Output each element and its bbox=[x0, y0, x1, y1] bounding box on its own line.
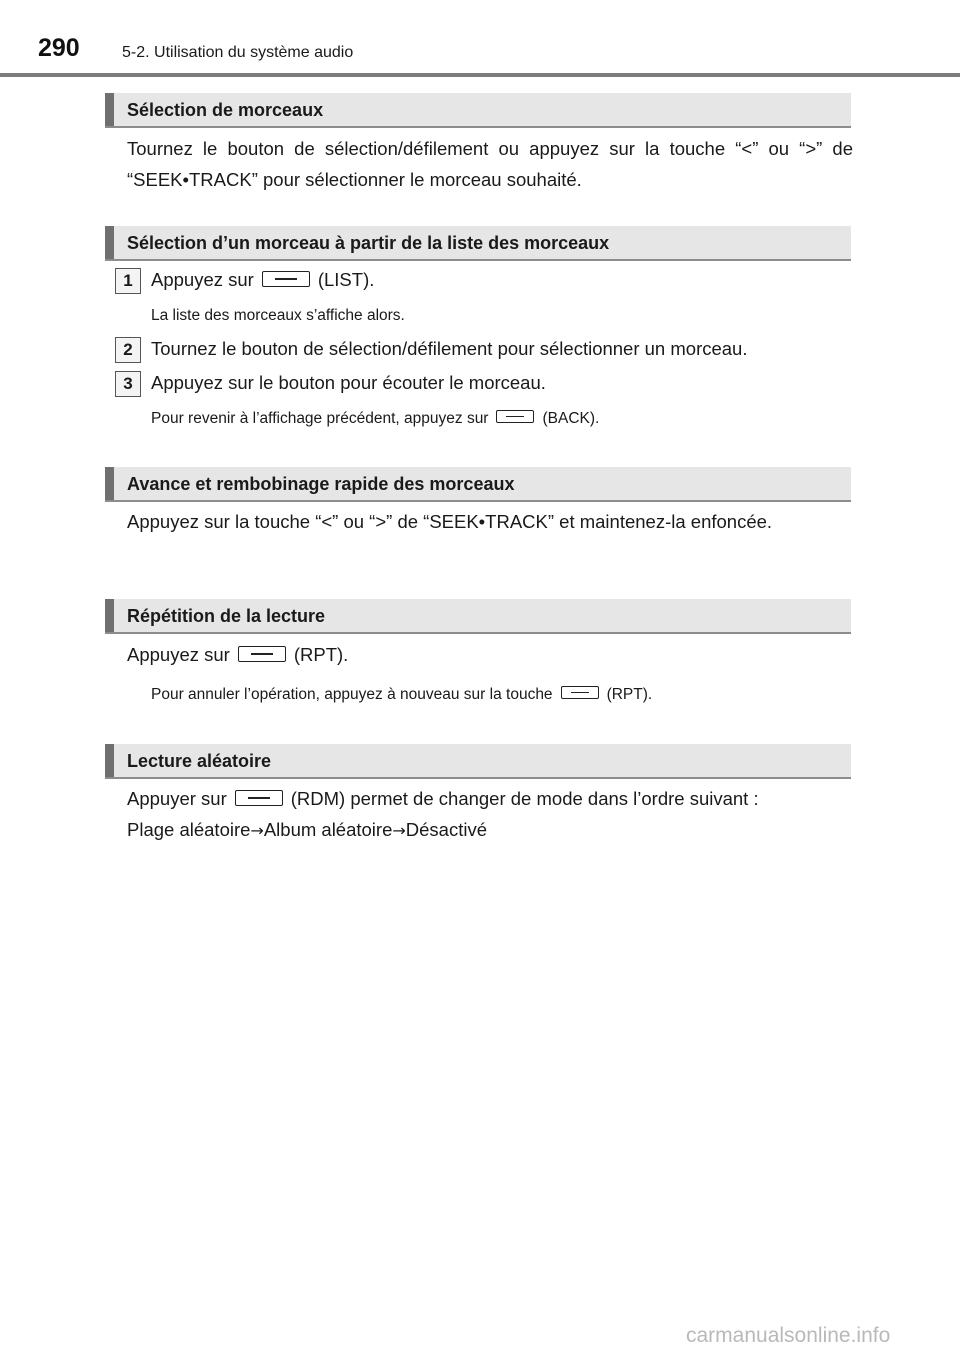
list-button-icon bbox=[262, 271, 310, 287]
note-back bbox=[151, 410, 599, 428]
mode-track-random: Plage aléatoire bbox=[127, 819, 251, 840]
step-3 bbox=[115, 371, 855, 399]
section-header-fast-forward bbox=[105, 467, 851, 502]
step-2 bbox=[115, 337, 855, 365]
step-1 bbox=[115, 268, 855, 296]
mode-off: Désactivé bbox=[405, 819, 488, 840]
step-text bbox=[151, 269, 374, 291]
arrow-icon: → bbox=[250, 821, 264, 840]
repeat-text bbox=[127, 639, 853, 670]
note-list-displayed: La liste des morceaux s’affiche alors. bbox=[151, 307, 405, 324]
section-title: Lecture aléatoire bbox=[127, 751, 272, 771]
section-header-list-selection bbox=[105, 226, 851, 261]
page-number: 290 bbox=[38, 34, 80, 62]
step-number: 1 bbox=[115, 268, 141, 294]
breadcrumb: 5-2. Utilisation du système audio bbox=[122, 44, 354, 61]
step-text: Appuyez sur le bouton pour écouter le morceau. bbox=[151, 372, 546, 393]
watermark: carmanualsonline.info bbox=[686, 1324, 891, 1347]
repeat-text-before: Appuyez sur bbox=[127, 644, 230, 665]
step-text-before: Appuyez sur bbox=[151, 269, 254, 290]
section-header-random bbox=[105, 744, 851, 779]
section-title: Avance et rembobinage rapide des morceaux bbox=[127, 474, 515, 494]
repeat-text-after: (RPT). bbox=[293, 644, 349, 665]
fast-forward-text: Appuyez sur la touche “<” ou “>” de “SEEK•TRACK” et maintenez-la enfoncée. bbox=[127, 511, 773, 532]
note-back-before: Pour revenir à l’affichage précédent, appuyez sur bbox=[151, 410, 489, 427]
mode-album-random: Album aléatoire bbox=[263, 819, 393, 840]
random-text-after: (RDM) permet de changer de mode dans l’ordre suivant : bbox=[290, 788, 759, 809]
rdm-button-icon bbox=[235, 790, 283, 806]
section-title: Sélection de morceaux bbox=[127, 100, 324, 120]
rpt-button-icon bbox=[561, 686, 599, 699]
random-mode-sequence bbox=[127, 814, 853, 846]
random-line-1 bbox=[127, 783, 853, 814]
arrow-icon: → bbox=[392, 821, 406, 840]
step-text-after: (LIST). bbox=[317, 269, 375, 290]
note-repeat-cancel bbox=[151, 686, 652, 704]
section-header-track-selection bbox=[105, 93, 851, 128]
random-text bbox=[127, 783, 853, 846]
random-text-before: Appuyer sur bbox=[127, 788, 227, 809]
step-number: 3 bbox=[115, 371, 141, 397]
back-button-icon bbox=[496, 410, 534, 423]
step-number: 2 bbox=[115, 337, 141, 363]
note-repeat-after: (RPT). bbox=[606, 686, 653, 703]
section-title: Sélection d’un morceau à partir de la liste des morceaux bbox=[127, 233, 610, 253]
rpt-button-icon bbox=[238, 646, 286, 662]
track-selection-text: Tournez le bouton de sélection/défilement ou appuyez sur la touche “<” ou “>” de “SEEK•TRACK” pour sélectionner le morceau souhaité. bbox=[127, 138, 853, 190]
section-title: Répétition de la lecture bbox=[127, 606, 326, 626]
header-divider bbox=[0, 73, 960, 77]
note-repeat-before: Pour annuler l’opération, appuyez à nouveau sur la touche bbox=[151, 686, 553, 703]
note-back-after: (BACK). bbox=[542, 410, 600, 427]
section-header-repeat bbox=[105, 599, 851, 634]
step-text: Tournez le bouton de sélection/défilement pour sélectionner un morceau. bbox=[151, 338, 748, 359]
